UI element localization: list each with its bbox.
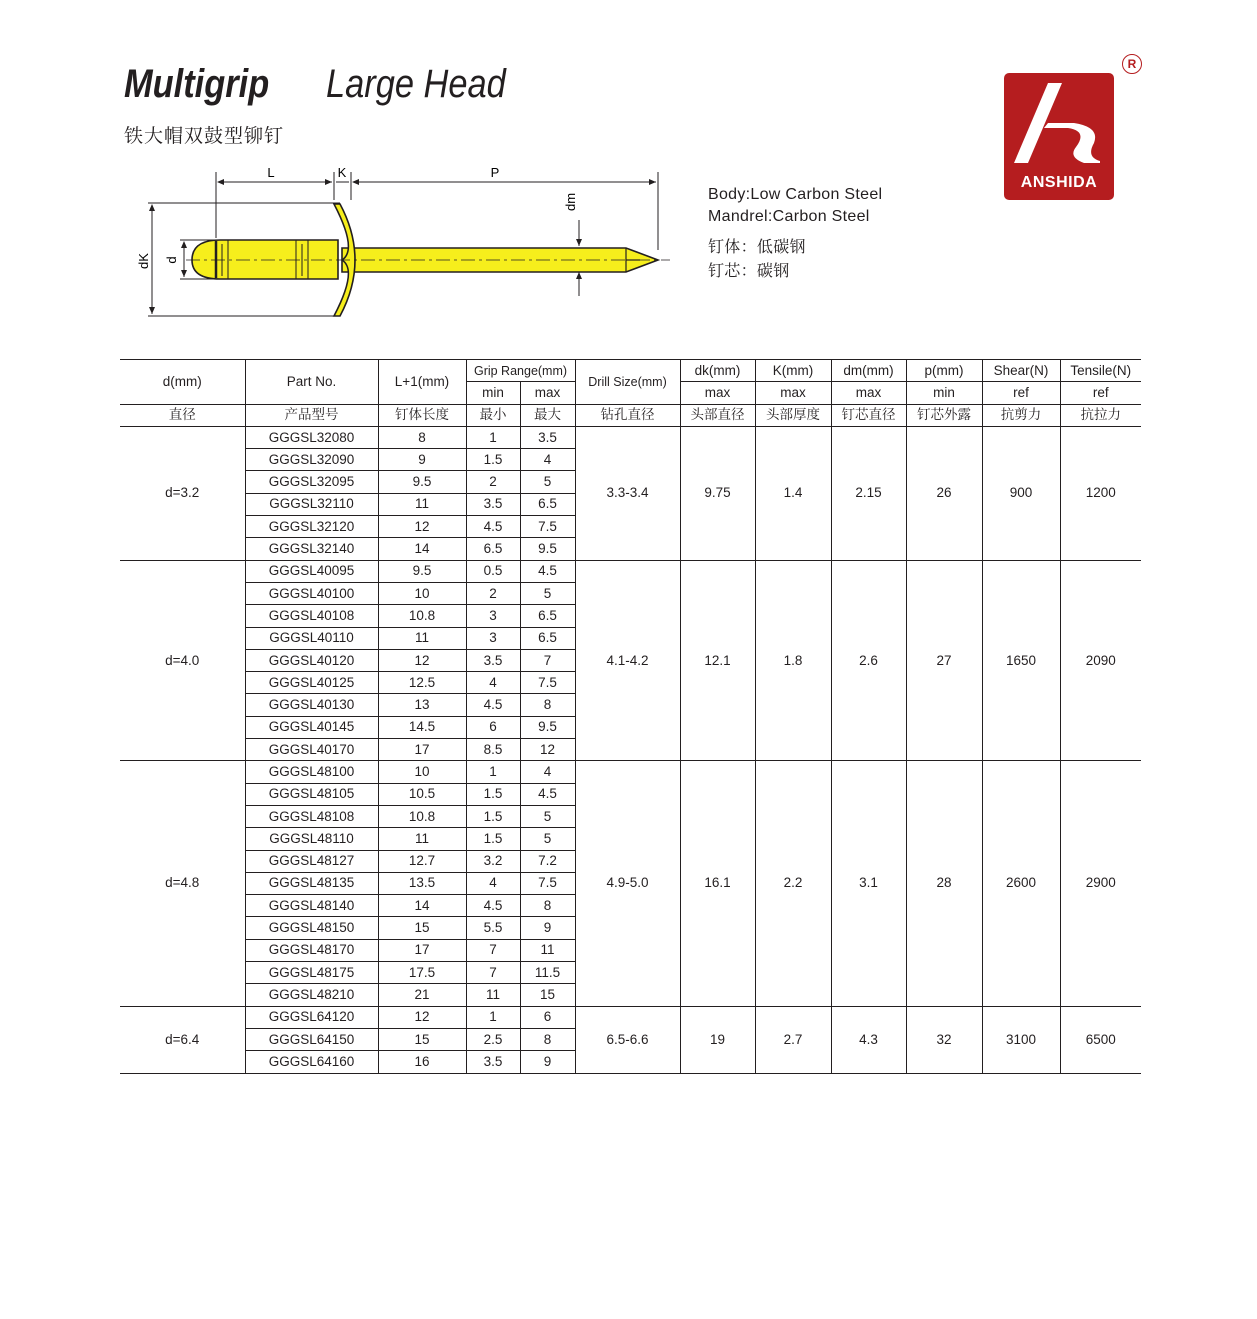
cell-drill-size: 4.1-4.2 <box>575 560 680 761</box>
cell-k: 2.7 <box>755 1006 831 1073</box>
cell-grip-max: 6.5 <box>520 605 575 627</box>
cell-dk: 19 <box>680 1006 755 1073</box>
cell-grip-min: 3 <box>466 627 520 649</box>
cell-k: 1.8 <box>755 560 831 761</box>
cell-grip-max: 5 <box>520 471 575 493</box>
table-row <box>120 426 1141 448</box>
cell-part-no: GGGSL48170 <box>245 939 378 961</box>
cell-p: 27 <box>906 560 982 761</box>
header-grip-max: max <box>520 382 575 404</box>
header-k-sub: max <box>755 382 831 404</box>
cell-grip-min: 1.5 <box>466 783 520 805</box>
cell-part-no: GGGSL64150 <box>245 1028 378 1050</box>
cell-part-no: GGGSL40130 <box>245 694 378 716</box>
cell-length: 9 <box>378 449 466 471</box>
rivet-diagram <box>130 160 670 330</box>
header-shear-sub: ref <box>982 382 1060 404</box>
cell-length: 15 <box>378 1028 466 1050</box>
cell-p: 28 <box>906 761 982 1006</box>
cell-grip-min: 3.5 <box>466 649 520 671</box>
cell-grip-max: 4 <box>520 449 575 471</box>
cell-dk: 9.75 <box>680 426 755 560</box>
cell-length: 17 <box>378 739 466 761</box>
cell-grip-max: 8 <box>520 1028 575 1050</box>
cell-drill-size: 3.3-3.4 <box>575 426 680 560</box>
header-cn-11: 抗拉力 <box>1060 404 1141 426</box>
cell-grip-max: 5 <box>520 805 575 827</box>
cell-part-no: GGGSL32120 <box>245 516 378 538</box>
cell-grip-max: 7.2 <box>520 850 575 872</box>
cell-grip-max: 15 <box>520 984 575 1006</box>
cell-length: 10 <box>378 582 466 604</box>
cell-shear: 900 <box>982 426 1060 560</box>
cell-length: 16 <box>378 1051 466 1073</box>
mandrel-material-cn: 钉芯：碳钢 <box>708 261 790 280</box>
cell-shear: 1650 <box>982 560 1060 761</box>
header-cn-5: 钻孔直径 <box>575 404 680 426</box>
cell-grip-min: 6.5 <box>466 538 520 560</box>
cell-grip-min: 5.5 <box>466 917 520 939</box>
cell-length: 21 <box>378 984 466 1006</box>
cell-length: 10.5 <box>378 783 466 805</box>
header-dm: dm(mm) <box>831 360 906 382</box>
cell-length: 10.8 <box>378 805 466 827</box>
cell-part-no: GGGSL48108 <box>245 805 378 827</box>
cell-drill-size: 4.9-5.0 <box>575 761 680 1006</box>
cell-diameter: d=4.8 <box>120 761 245 1006</box>
cell-grip-max: 4 <box>520 761 575 783</box>
cell-grip-max: 6.5 <box>520 627 575 649</box>
header-cn-2: 钉体长度 <box>378 404 466 426</box>
cell-part-no: GGGSL32090 <box>245 449 378 471</box>
logo-text: ANSHIDA <box>1020 174 1098 191</box>
table-row <box>120 761 1141 783</box>
header-cn-7: 头部厚度 <box>755 404 831 426</box>
cell-diameter: d=4.0 <box>120 560 245 761</box>
cell-shear: 3100 <box>982 1006 1060 1073</box>
cell-length: 10.8 <box>378 605 466 627</box>
cell-grip-max: 4.5 <box>520 560 575 582</box>
label-k: K <box>337 165 347 180</box>
cell-grip-min: 1 <box>466 426 520 448</box>
cell-grip-max: 5 <box>520 828 575 850</box>
cell-part-no: GGGSL48105 <box>245 783 378 805</box>
cell-grip-max: 9.5 <box>520 716 575 738</box>
header-k: K(mm) <box>755 360 831 382</box>
cell-dk: 12.1 <box>680 560 755 761</box>
header-cn-6: 头部直径 <box>680 404 755 426</box>
cell-grip-max: 5 <box>520 582 575 604</box>
cell-grip-max: 7.5 <box>520 872 575 894</box>
cell-part-no: GGGSL48110 <box>245 828 378 850</box>
header-cn-8: 钉芯直径 <box>831 404 906 426</box>
cell-part-no: GGGSL48127 <box>245 850 378 872</box>
cell-grip-max: 11.5 <box>520 962 575 984</box>
cell-grip-max: 3.5 <box>520 426 575 448</box>
cell-length: 12 <box>378 649 466 671</box>
cell-length: 14.5 <box>378 716 466 738</box>
cell-grip-max: 6.5 <box>520 493 575 515</box>
cell-grip-min: 1.5 <box>466 805 520 827</box>
cell-diameter: d=3.2 <box>120 426 245 560</box>
cell-length: 12 <box>378 516 466 538</box>
cell-grip-min: 1.5 <box>466 449 520 471</box>
cell-length: 9.5 <box>378 471 466 493</box>
cell-length: 13.5 <box>378 872 466 894</box>
anshida-logo <box>1004 73 1114 200</box>
cell-grip-max: 8 <box>520 895 575 917</box>
cell-length: 10 <box>378 761 466 783</box>
cell-dm: 2.15 <box>831 426 906 560</box>
cell-part-no: GGGSL40095 <box>245 560 378 582</box>
cell-length: 11 <box>378 828 466 850</box>
body-material-cn: 钉体：低碳钢 <box>708 237 806 256</box>
cell-dm: 4.3 <box>831 1006 906 1073</box>
cell-grip-min: 1 <box>466 1006 520 1028</box>
header-dk-sub: max <box>680 382 755 404</box>
cell-grip-max: 9 <box>520 917 575 939</box>
cell-grip-min: 11 <box>466 984 520 1006</box>
cell-part-no: GGGSL32110 <box>245 493 378 515</box>
label-l: L <box>267 165 275 180</box>
cell-part-no: GGGSL40110 <box>245 627 378 649</box>
cell-grip-min: 4.5 <box>466 694 520 716</box>
cell-length: 12 <box>378 1006 466 1028</box>
cell-p: 26 <box>906 426 982 560</box>
cell-grip-min: 6 <box>466 716 520 738</box>
header-cn-0: 直径 <box>120 404 245 426</box>
header-tensile: Tensile(N) <box>1060 360 1141 382</box>
label-d: d <box>164 256 179 264</box>
cell-part-no: GGGSL48175 <box>245 962 378 984</box>
header-dk: dk(mm) <box>680 360 755 382</box>
cell-length: 11 <box>378 493 466 515</box>
cell-part-no: GGGSL48140 <box>245 895 378 917</box>
cell-grip-min: 2 <box>466 471 520 493</box>
cell-grip-min: 3.5 <box>466 1051 520 1073</box>
cell-part-no: GGGSL32080 <box>245 426 378 448</box>
header-cn-9: 钉芯外露 <box>906 404 982 426</box>
body-material-en: Body:Low Carbon Steel <box>708 186 883 203</box>
header-grip-range: Grip Range(mm) <box>466 360 575 382</box>
cell-shear: 2600 <box>982 761 1060 1006</box>
cell-diameter: d=6.4 <box>120 1006 245 1073</box>
header-cn-3: 最小 <box>466 404 520 426</box>
cell-tensile: 2900 <box>1060 761 1141 1006</box>
header-p-sub: min <box>906 382 982 404</box>
cell-part-no: GGGSL64120 <box>245 1006 378 1028</box>
cell-grip-max: 6 <box>520 1006 575 1028</box>
cell-grip-max: 4.5 <box>520 783 575 805</box>
table-body <box>120 426 1141 1073</box>
cell-length: 15 <box>378 917 466 939</box>
cell-grip-min: 4 <box>466 872 520 894</box>
cell-grip-max: 11 <box>520 939 575 961</box>
cell-length: 12.5 <box>378 672 466 694</box>
label-p: P <box>490 165 500 180</box>
cell-p: 32 <box>906 1006 982 1073</box>
cell-k: 2.2 <box>755 761 831 1006</box>
header-cn-10: 抗剪力 <box>982 404 1060 426</box>
cell-grip-max: 7.5 <box>520 672 575 694</box>
cell-length: 9.5 <box>378 560 466 582</box>
cell-grip-min: 4 <box>466 672 520 694</box>
cell-grip-min: 7 <box>466 939 520 961</box>
cell-grip-min: 2 <box>466 582 520 604</box>
header-d: d(mm) <box>120 360 245 405</box>
cell-grip-min: 2.5 <box>466 1028 520 1050</box>
cell-grip-max: 8 <box>520 694 575 716</box>
cell-part-no: GGGSL32140 <box>245 538 378 560</box>
cell-length: 17.5 <box>378 962 466 984</box>
spec-table <box>120 359 1141 1074</box>
cell-grip-min: 7 <box>466 962 520 984</box>
header-tensile-sub: ref <box>1060 382 1141 404</box>
cell-grip-max: 9 <box>520 1051 575 1073</box>
cell-length: 13 <box>378 694 466 716</box>
cell-grip-max: 9.5 <box>520 538 575 560</box>
table-row <box>120 1006 1141 1028</box>
header-shear: Shear(N) <box>982 360 1060 382</box>
cell-part-no: GGGSL40170 <box>245 739 378 761</box>
label-dk: dK <box>136 253 151 269</box>
header-drill-size: Drill Size(mm) <box>575 360 680 405</box>
cell-grip-min: 1.5 <box>466 828 520 850</box>
title-main: Multigrip <box>124 62 270 106</box>
label-dm: dm <box>563 192 578 212</box>
header-p: p(mm) <box>906 360 982 382</box>
cell-length: 17 <box>378 939 466 961</box>
cell-length: 12.7 <box>378 850 466 872</box>
cell-tensile: 2090 <box>1060 560 1141 761</box>
cell-length: 11 <box>378 627 466 649</box>
cell-part-no: GGGSL40145 <box>245 716 378 738</box>
registered-mark: R <box>1122 54 1142 74</box>
cell-part-no: GGGSL48100 <box>245 761 378 783</box>
cell-length: 8 <box>378 426 466 448</box>
header-cn-4: 最大 <box>520 404 575 426</box>
header-cn-1: 产品型号 <box>245 404 378 426</box>
mandrel-material-en: Mandrel:Carbon Steel <box>708 208 870 225</box>
cell-part-no: GGGSL40100 <box>245 582 378 604</box>
cell-length: 14 <box>378 895 466 917</box>
cell-grip-min: 3.2 <box>466 850 520 872</box>
cell-dm: 3.1 <box>831 761 906 1006</box>
cell-grip-min: 0.5 <box>466 560 520 582</box>
cell-part-no: GGGSL48210 <box>245 984 378 1006</box>
cell-grip-min: 4.5 <box>466 516 520 538</box>
cell-dm: 2.6 <box>831 560 906 761</box>
cell-part-no: GGGSL40120 <box>245 649 378 671</box>
cell-grip-max: 7.5 <box>520 516 575 538</box>
cell-part-no: GGGSL48150 <box>245 917 378 939</box>
cell-part-no: GGGSL40108 <box>245 605 378 627</box>
header-l: L+1(mm) <box>378 360 466 405</box>
cell-k: 1.4 <box>755 426 831 560</box>
cell-tensile: 6500 <box>1060 1006 1141 1073</box>
cell-tensile: 1200 <box>1060 426 1141 560</box>
cell-part-no: GGGSL64160 <box>245 1051 378 1073</box>
cell-dk: 16.1 <box>680 761 755 1006</box>
cell-grip-max: 12 <box>520 739 575 761</box>
header-part-no: Part No. <box>245 360 378 405</box>
header-row-chinese <box>120 404 1141 426</box>
cell-grip-min: 1 <box>466 761 520 783</box>
cell-grip-max: 7 <box>520 649 575 671</box>
header-dm-sub: max <box>831 382 906 404</box>
rivet-body-shape <box>192 240 338 279</box>
cell-length: 14 <box>378 538 466 560</box>
cell-grip-min: 3.5 <box>466 493 520 515</box>
header-grip-min: min <box>466 382 520 404</box>
cell-grip-min: 8.5 <box>466 739 520 761</box>
table-row <box>120 560 1141 582</box>
title-chinese: 铁大帽双鼓型铆钉 <box>124 125 285 147</box>
title-sub: Large Head <box>326 62 506 106</box>
cell-part-no: GGGSL40125 <box>245 672 378 694</box>
cell-grip-min: 4.5 <box>466 895 520 917</box>
cell-part-no: GGGSL32095 <box>245 471 378 493</box>
logo-mark-icon <box>1004 73 1114 173</box>
cell-part-no: GGGSL48135 <box>245 872 378 894</box>
cell-drill-size: 6.5-6.6 <box>575 1006 680 1073</box>
cell-grip-min: 3 <box>466 605 520 627</box>
